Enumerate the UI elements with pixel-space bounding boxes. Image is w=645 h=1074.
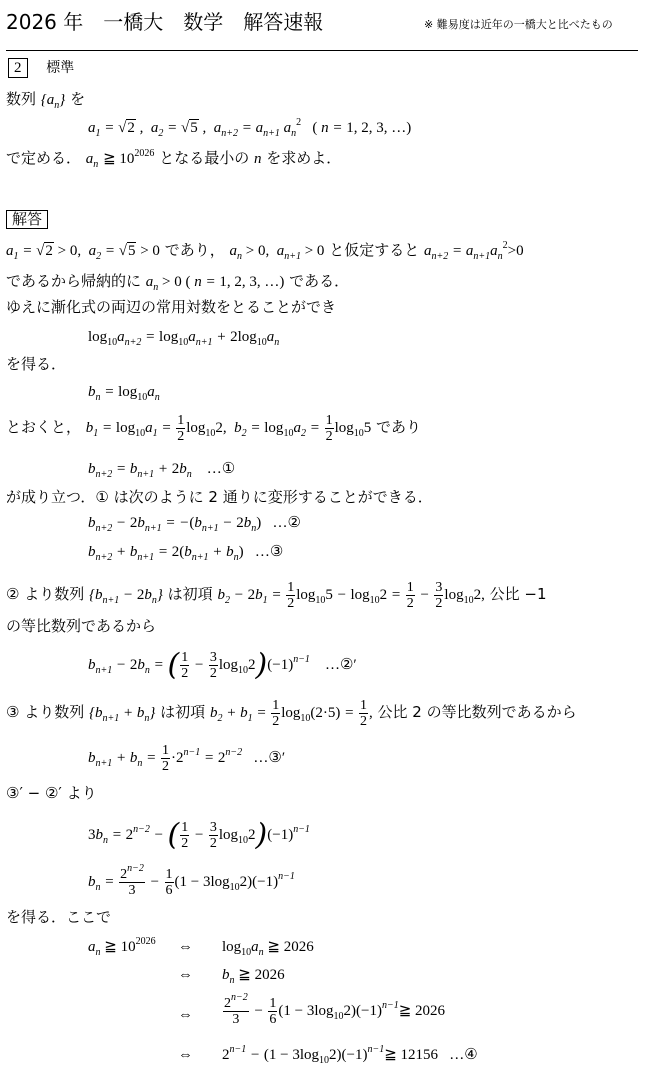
equiv-3-rhs: $\frac{2^{n-2}}{3}$ − $\frac{1}{6}$ $(1 - 3\log_{10}2)(-1)^{n-1}≧$ 2026 <box>224 992 446 1027</box>
equiv-4-rhs: $2^{n-1} - (1$ − $3\log_{10}2)(-1)^{n-1}≧$ 12156 …④ <box>222 1044 478 1066</box>
sol-line-7: ② より数列 $\{b_{n+1} - 2b_n\}$ は初項 $b_2 - 2b_1$ = $\frac{1}{2}$ $\log_{10}5 - \log_{10}2$ = $\frac{1}{2}$ − $\frac{3}{2}$ $\log_{10}2$, 公比 −1 <box>6 580 547 611</box>
page-title: 2026 年 一橋大 数学 解答速報 <box>6 10 324 34</box>
problem-number: 2 <box>8 58 28 78</box>
formula-2prime: $b_{n+1} - 2b_n$ = ( $\frac{1}{2}$ − $\frac{3}{2}$ $\log_{10}2)(-1)^{n-1}$ …②′ <box>88 647 357 683</box>
sol-line-8: の等比数列であるから <box>6 617 157 635</box>
sol-line-9: ③ より数列 $\{b_{n+1} + b_n\}$ は初項 $b_2 + b_1$ = $\frac{1}{2}$ $\log_{10}(2\cdot 5)$ = $\frac{1}{2}$ , 公比 2 の等比数列であるから <box>6 698 577 729</box>
sol-line-10: ③′ − ②′ より <box>6 784 97 802</box>
equiv-1-rhs: $\log_{10}a_n$ ≧ 2026 <box>222 939 314 958</box>
equiv-symbol-1: ⇔ <box>178 939 193 955</box>
problem-formula: $a_1 = √2$ , $a_2 = √5$ , $a_{n+2} = a_{n+1}$ $a_n^2$ ( n = 1, 2, 3, …) <box>88 117 412 139</box>
recurrence-3: $b_{n+2} + b_{n+1} = 2(b_{n+1} + b_n)$ …③ <box>88 544 284 563</box>
sol-line-11: を得る．ここで <box>6 908 112 926</box>
equiv-symbol-2: ⇔ <box>178 967 193 983</box>
sol-line-4: を得る． <box>6 355 67 373</box>
sol-line-1: $a_1 = √2 > 0$, $a_2 = √5 > 0$ であり， $a_n > 0$, $a_{n+1} > 0$ と仮定すると $a_{n+2} = a_{n+1}a_n^2>0$ <box>6 240 524 262</box>
formula-bn: $b_n$ = $\frac{2^{n-2}}{3}$ − $\frac{1}{6}$ $(1 - 3\log_{10}2)(-1)^{n-1}$ <box>88 863 295 898</box>
sol-line-5: とおくと， $b_1 = \log_{10}a_1$ = $\frac{1}{2}$ $\log_{10}2$, $b_2 = \log_{10}a_2$ = $\frac{1}{2}$ $\log_{10}5$ であり <box>6 413 422 444</box>
bn-definition: $b_n = \log_{10}a_n$ <box>88 384 160 403</box>
equiv-symbol-3: ⇔ <box>178 1007 193 1023</box>
log-equation: $\log_{10}a_{n+2} = \log_{10}a_{n+1} + 2\log_{10}a_n$ <box>88 329 280 348</box>
difficulty-note: ※ 難易度は近年の一橋大と比べたもの <box>424 18 613 31</box>
recurrence-2: $b_{n+2} - 2b_{n+1} = -(b_{n+1} - 2b_n)$ …② <box>88 515 301 534</box>
problem-line-1: 数列 $\{a_n\}$ を <box>6 90 86 111</box>
recurrence-1: $b_{n+2} = b_{n+1} + 2b_n$ …① <box>88 461 236 480</box>
equiv-symbol-4: ⇔ <box>178 1047 193 1063</box>
sol-line-6: が成り立つ．① は次のように 2 通りに変形することができる． <box>6 488 433 506</box>
equiv-1: $a_n$ ≧ $10^{2026}$ <box>88 936 156 958</box>
problem-line-3: で定める． $a_n$ ≧ $10^{2026}$ となる最小の n を求めよ． <box>6 148 342 170</box>
equiv-2-rhs: $b_n$ ≧ 2026 <box>222 967 285 986</box>
sol-line-3: ゆえに漸化式の両辺の常用対数をとることができ <box>6 298 337 316</box>
difficulty-label: 標準 <box>46 60 75 76</box>
formula-3bn: $3b_n = 2^{n-2}$ − ( $\frac{1}{2}$ − $\frac{3}{2}$ $\log_{10}2)(-1)^{n-1}$ <box>88 817 310 853</box>
formula-3prime: $b_{n+1} + b_n$ = $\frac{1}{2}$ $\cdot 2^{n-1} = 2^{n-2}$ …③′ <box>88 743 286 774</box>
solution-label: 解答 <box>6 210 48 229</box>
sol-line-2: であるから帰納的に $a_n > 0$ ( n = 1, 2, 3, …) である． <box>6 272 350 293</box>
header-divider <box>6 50 638 51</box>
problem-header <box>8 60 74 76</box>
